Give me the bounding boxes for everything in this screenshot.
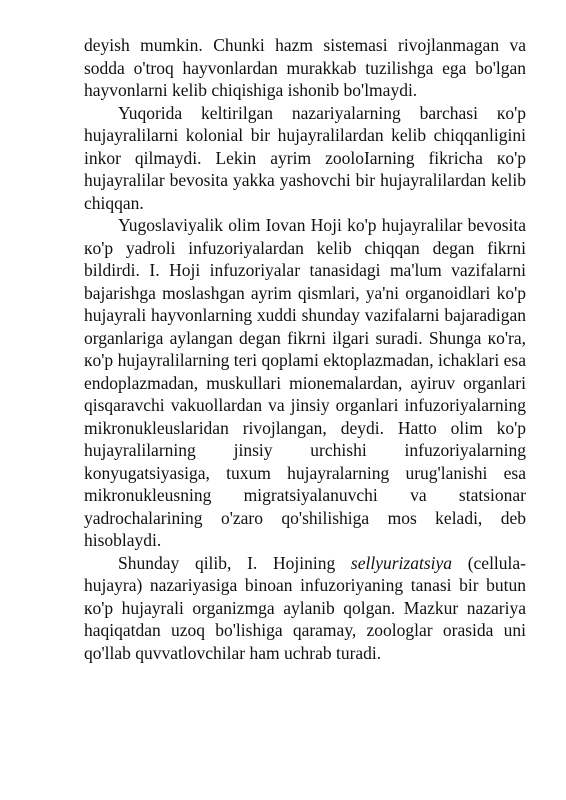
document-page bbox=[84, 34, 526, 664]
paragraph-1: deyish mumkin. Chunki hazm sistemasi rivojlanmagan va sodda o'troq hayvonlardan murakkab tuzilishga ega bo'lgan hayvonlarni kelib chiqishiga ishonib bo'lmaydi. bbox=[84, 35, 526, 100]
paragraph-4 bbox=[84, 552, 526, 665]
paragraph-4-before: Shunday qilib, I. Hojining bbox=[118, 552, 351, 573]
term-sellyurizatsiya: sellyurizatsiya bbox=[350, 552, 453, 573]
paragraph-3: Yugoslaviyalik olim Iovan Hoji ko'p hujayralilar bevosita кo'p yadroli infuzoriyalardan kelib chiqqan degan fikrni bildirdi. I. Hoji infuzoriyalar tanasidagi ma'lum vazifalarni bajarishga moslashgan ayrim qismlari, ya'ni organoidlari ko'p hujayrali hayvonlarning xuddi shunday vazifalarni bajaradigan organlariga aylangan degan fikrni ilgari suradi. Shunga кo'ra, кo'p hujayralilarning teri qoplami ektoplazmadan, ichaklari esa endoplazmadan, muskullari mionemalardan, ayiruv organlari qisqaravchi vakuollardan va jinsiy organlari infuzoriyalarning mikronukleuslaridan rivojlangan, deydi. Hatto olim ko'p hujayralilarning jinsiy urchishi infuzoriyalarning konyugatsiyasiga, tuxum hujayralarning urug'lanishi esa mikronukleusning migratsiyalanuvchi va statsionar yadrochalarining o'zaro qo'shilishiga mos keladi, deb hisoblaydi. bbox=[84, 215, 526, 550]
paragraph-2: Yuqorida keltirilgan nazariyalarning barchasi кo'p hujayralilarni kolonial bir hujayralilardan kelib chiqqanligini inkor qilmaydi. Lekin ayrim zooloIarning fikricha кo'p hujayralilar bevosita yakka yashovchi bir hujayralilardan kelib chiqqan. bbox=[84, 102, 526, 213]
paragraph-4-after: (cellula-hujayra) nazariyasiga binoan infuzoriyaning tanasi bir butun кo'p hujayrali organizmga aylanib qolgan. Mazkur nazariya haqiqatdan uzoq bo'lishiga qaramay, zoologlar orasida uni qo'llab quvvatlovchilar ham uchrab turadi. bbox=[84, 552, 526, 663]
